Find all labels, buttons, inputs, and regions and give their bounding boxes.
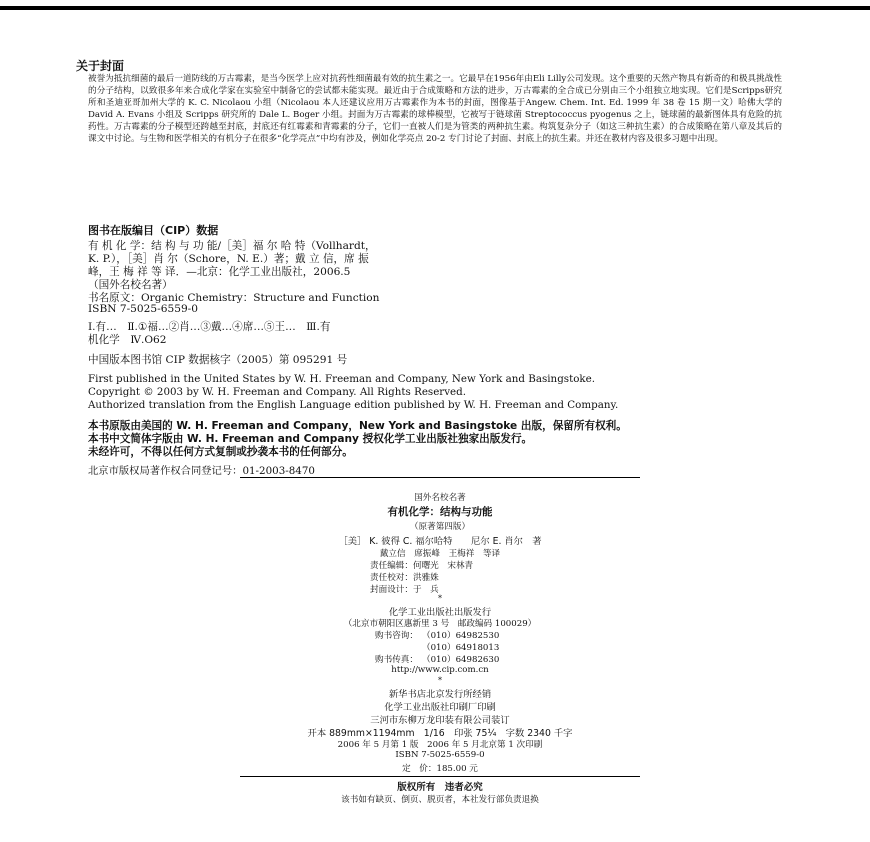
colophon-translators: 戴立信 席振峰 王梅祥 等译 [379, 549, 501, 559]
colophon-purchase-phone-1: （010）64982530 [422, 631, 500, 641]
colophon-defect-notice: 该书如有缺页、倒页、脱页者，本社发行部负责退换 [341, 795, 539, 805]
copyright-cn-line-2: 本书中文简体字版由 W. H. Freeman and Company 授权化学工业出版社独家出版发行。 [88, 433, 533, 445]
cip-classification-2: 机化学 Ⅳ.O62 [88, 334, 167, 346]
cip-heading: 图书在版编目（CIP）数据 [88, 224, 219, 237]
colophon [240, 477, 640, 807]
colophon-editor: 责任编辑：何曙光 宋林青 [370, 561, 474, 571]
colophon-title: 有机化学：结构与功能 [387, 506, 493, 518]
colophon-authors: ［美］ K. 彼得 C. 福尔哈特 尼尔 E. 肖尔 著 [338, 536, 542, 547]
colophon-series: 国外名校名著 [414, 493, 466, 503]
colophon-print-run: 2006 年 5 月第 1 版 2006 年 5 月北京第 1 次印刷 [337, 740, 543, 750]
colophon-fax: （010）64982630 [422, 655, 500, 665]
colophon-purchase-label: 购书咨询： [375, 631, 418, 641]
colophon-bottom-rule [240, 776, 640, 777]
colophon-edition: （原著第四版） [409, 522, 471, 532]
colophon-publisher: 化学工业出版社出版发行 [388, 607, 492, 618]
copyright-cn-line-3: 未经许可，不得以任何方式复制或抄袭本书的任何部分。 [88, 446, 353, 458]
cover-note-paragraph: 被誉为抵抗细菌的最后一道防线的万古霉素，是当今医学上应对抗药性细菌最有效的抗生素之一。它最早在1956年由Eli Lilly公司发现。这个重要的天然产物具有新奇的和极具挑战性的分子结构，以致很多年来合成化学家在实验室中制备它的尝试都未能实现。最近由于合成策略和方法的进步，万古霉素的全合成已分别由三个小组独立地实现。它们是Scripps研究所和圣迪亚哥加州大学的 K. C. Nicolaou 小组（Nicolaou 本人还建议应用万古霉素作为本书的封面，图像基于Angew. Chem. Int. Ed. 1999 年 38 卷 15 期一文）哈佛大学的 David A. Evans 小组及 Scripps 研究所的 Dale L. Boger 小组。封面为万古霉素的球棒模型，它被写于链球菌 Streptococcus pyogenus 之上，链球菌的最新图体具有危险的抗药性。万古霉素的分子模型还跨越至封底，封底还有红霉素和青霉素的分子，它们一直被人们是为管类的两种抗生素。构筑复杂分子（如这三种抗生素）的合成策略在第八章及其后的课文中讨论。与生物和医学相关的有机分子在很多“化学亮点”中均有涉及，例如化学亮点 20-2 专门讨论了封面、封底上的抗生素。并还在教材内容及很多习题中出现。 [88, 74, 782, 144]
colophon-price: 定 价：185.00 元 [402, 764, 478, 774]
cip-line-4: （国外名校名著） [88, 279, 173, 291]
colophon-purchase-phone-2: （010）64918013 [422, 643, 500, 653]
colophon-binder: 三河市东柳万龙印装有限公司装订 [370, 715, 510, 726]
copyright-cn-line-1: 本书原版由美国的 W. H. Freeman and Company，New York and Basingstoke 出版，保留所有权利。 [88, 420, 627, 432]
cip-line-3: 峰，王 梅 祥 等 译．—北京：化学工业出版社，2006.5 [88, 266, 351, 278]
cip-isbn: ISBN 7-5025-6559-0 [88, 303, 199, 315]
colophon-top-rule [240, 477, 640, 478]
cover-note-heading: 关于封面 [76, 59, 125, 73]
colophon-proofreader: 责任校对：洪雅姝 [370, 573, 439, 583]
cip-line-1: 有 机 化 学：结 构 与 功 能/［美］福 尔 哈 特（Vollhardt， [88, 240, 376, 252]
colophon-address: （北京市朝阳区惠新里 3 号 邮政编码 100029） [343, 619, 537, 629]
colophon-rights: 版权所有 违者必究 [397, 782, 483, 793]
colophon-website: http://www.cip.com.cn [391, 665, 489, 675]
copyright-en-line-3: Authorized translation from the English Language edition published by W. H. Freeman and Company. [88, 399, 619, 411]
colophon-distributor: 新华书店北京发行所经销 [388, 689, 492, 700]
colophon-separator-star: * [438, 594, 442, 603]
top-border-rule [0, 6, 870, 10]
contract-registration: 北京市版权局著作权合同登记号：01-2003-8470 [88, 465, 315, 477]
colophon-fax-label: 购书传真： [375, 655, 418, 665]
cip-classification-1: Ⅰ.有… Ⅱ.①福…②肖…③戴…④席…⑤王… Ⅲ.有 [88, 321, 331, 333]
colophon-printer: 化学工业出版社印刷厂印刷 [384, 702, 496, 713]
colophon-format: 开本 889mm×1194mm 1/16 印张 75¼ 字数 2340 千字 [307, 728, 573, 739]
colophon-isbn: ISBN 7-5025-6559-0 [395, 750, 485, 760]
colophon-separator-star-2: * [438, 676, 442, 685]
cip-catalog-number: 中国版本图书馆 CIP 数据核字（2005）第 095291 号 [88, 354, 348, 366]
copyright-en-line-1: First published in the United States by W. H. Freeman and Company, New York and Basingstoke. [88, 373, 596, 385]
colophon-designer: 封面设计：于 兵 [370, 585, 439, 595]
cip-line-5: 书名原文：Organic Chemistry：Structure and Function [88, 292, 380, 304]
cip-line-2: K. P.），［美］肖 尔（Schore，N. E.）著；戴 立 信，席 振 [88, 253, 369, 265]
copyright-en-line-2: Copyright © 2003 by W. H. Freeman and Company. All Rights Reserved. [88, 386, 466, 398]
